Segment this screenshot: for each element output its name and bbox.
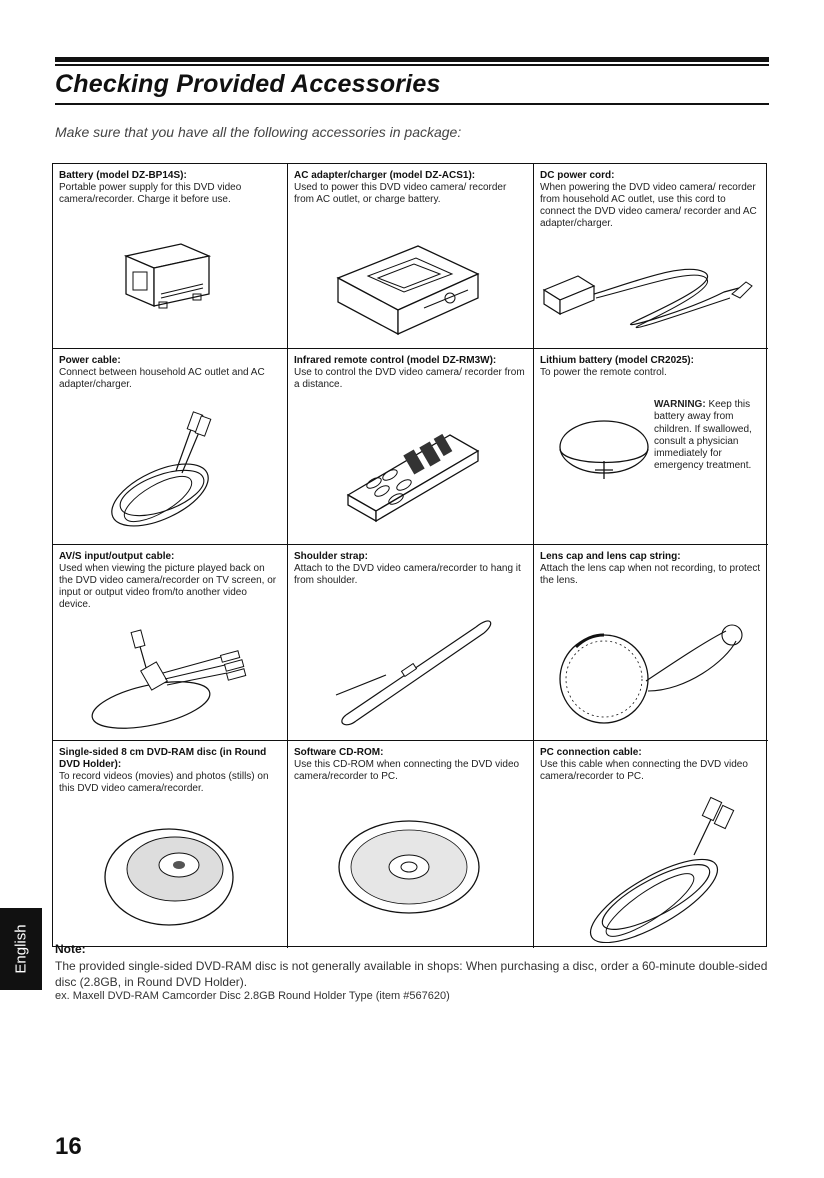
accessory-desc: Use to control the DVD video camera/ recorder from a distance. <box>294 367 525 390</box>
page-subtitle: Make sure that you have all the following accessories in package: <box>55 124 462 140</box>
warning-text: Keep this battery away from children. If swallowed, consult a physician immediately for emergency treatment. <box>654 399 752 472</box>
accessory-desc: Use this CD-ROM when connecting the DVD video camera/recorder to PC. <box>294 759 520 782</box>
accessory-desc: Used when viewing the picture played back on the DVD video camera/recorder on TV screen, or input or output video from/to another video device. <box>59 563 277 610</box>
page-number: 16 <box>55 1133 82 1160</box>
accessory-cell-shoulder-strap <box>288 545 534 741</box>
av-cable-icon <box>81 625 261 737</box>
shoulder-strap-icon <box>326 605 506 735</box>
coin-battery-icon <box>556 415 652 485</box>
power-cable-icon <box>98 399 238 539</box>
accessory-cell-dc-cord <box>534 164 768 349</box>
top-rule-thin <box>55 64 769 66</box>
accessory-name: AV/S input/output cable: <box>59 551 175 562</box>
accessory-cell-ac-adapter <box>288 164 534 349</box>
accessory-cell-remote <box>288 349 534 545</box>
accessory-cell-cd-rom <box>288 741 534 948</box>
accessory-desc: Connect between household AC outlet and AC adapter/charger. <box>59 367 265 390</box>
accessory-desc: Attach to the DVD video camera/recorder to hang it from shoulder. <box>294 563 521 586</box>
cd-rom-icon <box>334 807 484 927</box>
battery-icon <box>111 234 221 314</box>
accessory-name: AC adapter/charger (model DZ-ACS1): <box>294 170 476 181</box>
accessory-desc: To record videos (movies) and photos (stills) on this DVD video camera/recorder. <box>59 771 269 794</box>
accessory-desc: Portable power supply for this DVD video camera/recorder. Charge it before use. <box>59 182 242 205</box>
accessory-desc: Use this cable when connecting the DVD video camera/recorder to PC. <box>540 759 748 782</box>
accessory-desc: To power the remote control. <box>540 367 667 378</box>
accessory-name: Power cable: <box>59 355 121 366</box>
accessory-name: Battery (model DZ-BP14S): <box>59 170 187 181</box>
warning-label: WARNING: <box>654 399 706 410</box>
accessory-name: Infrared remote control (model DZ-RM3W): <box>294 355 497 366</box>
remote-control-icon <box>338 411 488 531</box>
pc-cable-icon <box>564 793 764 943</box>
language-side-tab <box>0 908 42 990</box>
dvd-ram-disc-icon <box>95 811 245 939</box>
accessory-desc: When powering the DVD video camera/ recorder from household AC outlet, use this cord to connect the DVD video camera/ recorder and AC adapter/charger. <box>540 182 757 229</box>
accessory-name: Lithium battery (model CR2025): <box>540 355 694 366</box>
accessory-name: Single-sided 8 cm DVD-RAM disc (in Round DVD Holder): <box>59 747 267 770</box>
accessory-name: Shoulder strap: <box>294 551 368 562</box>
accessory-cell-battery <box>53 164 288 349</box>
lens-cap-icon <box>556 621 756 737</box>
note-label: Note: <box>55 942 86 956</box>
note-example: ex. Maxell DVD-RAM Camcorder Disc 2.8GB Round Holder Type (item #567620) <box>55 990 450 1002</box>
top-rule-thick <box>55 57 769 62</box>
page-title: Checking Provided Accessories <box>55 70 441 98</box>
accessory-cell-pc-cable <box>534 741 768 948</box>
accessory-name: DC power cord: <box>540 170 615 181</box>
dc-power-cord-icon <box>534 252 764 344</box>
warning-block <box>654 399 754 473</box>
ac-adapter-icon <box>328 226 488 344</box>
note-text: The provided single-sided DVD-RAM disc is not generally available in shops: When purchasing a disc, order a 60-minute double-sided disc (2.8GB, in Round DVD Holder). <box>55 959 768 989</box>
accessories-table <box>52 163 767 947</box>
accessory-cell-lens-cap <box>534 545 768 741</box>
accessory-cell-lithium-battery <box>534 349 768 545</box>
accessory-desc: Used to power this DVD video camera/ recorder from AC outlet, or charge battery. <box>294 182 507 205</box>
accessory-cell-av-cable <box>53 545 288 741</box>
title-underline <box>55 103 769 105</box>
accessory-cell-power-cable <box>53 349 288 545</box>
accessory-name: Lens cap and lens cap string: <box>540 551 681 562</box>
language-label: English <box>12 924 30 974</box>
accessory-desc: Attach the lens cap when not recording, to protect the lens. <box>540 563 761 586</box>
accessory-name: Software CD-ROM: <box>294 747 384 758</box>
accessory-cell-dvd-ram <box>53 741 288 948</box>
accessory-name: PC connection cable: <box>540 747 642 758</box>
